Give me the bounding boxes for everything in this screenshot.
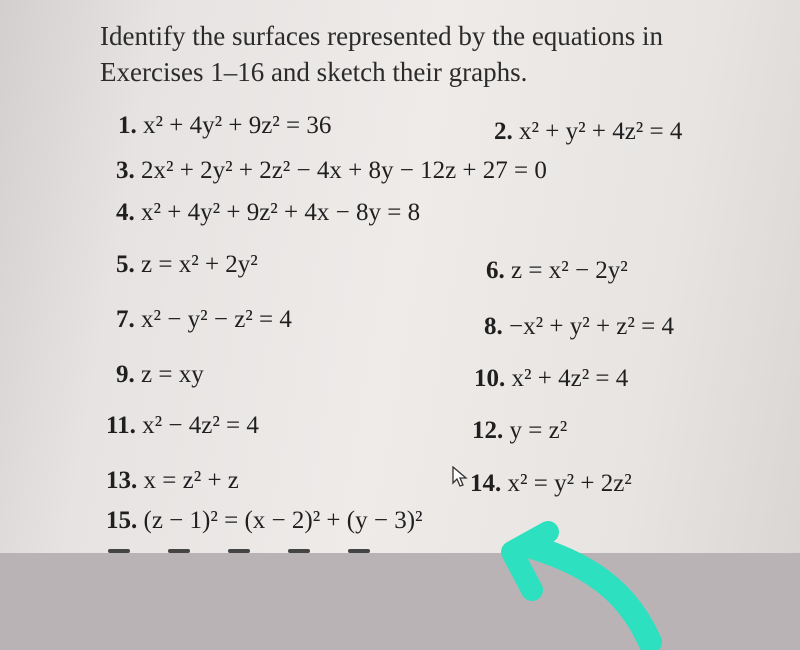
exercise-number: 8. xyxy=(484,313,503,340)
exercise-equation: (z − 1)² = (x − 2)² + (y − 3)² xyxy=(143,507,423,534)
exercise-equation: z = xy xyxy=(141,361,204,388)
exercise-number: 13. xyxy=(106,467,138,494)
exercise-number: 10. xyxy=(474,365,506,392)
heading-line-1: Identify the surfaces represented by the equations in xyxy=(100,21,664,51)
exercise-equation: z = x² + 2y² xyxy=(141,251,258,278)
exercise-equation: x² + 4y² + 9z² = 36 xyxy=(143,112,332,139)
exercise-number: 5. xyxy=(116,251,135,278)
exercise-equation: x² − 4z² = 4 xyxy=(142,412,259,439)
exercise-number: 3. xyxy=(116,157,135,184)
heading-line-2: Exercises 1–16 and sketch their graphs. xyxy=(100,57,528,87)
exercise-number: 12. xyxy=(472,417,504,444)
exercise-equation: x² + 4y² + 9z² + 4x − 8y = 8 xyxy=(141,199,421,226)
exercise-number: 4. xyxy=(116,199,135,226)
exercise-number: 14. xyxy=(470,470,502,497)
exercise-equation: x² + 4z² = 4 xyxy=(511,365,629,392)
exercise-number: 1. xyxy=(118,112,137,139)
exercise-equation: −x² + y² + z² = 4 xyxy=(509,313,674,340)
exercise-number: 7. xyxy=(116,306,135,333)
exercise-equation: x² − y² − z² = 4 xyxy=(141,306,292,333)
exercise-number: 11. xyxy=(106,412,136,439)
exercise-number: 9. xyxy=(116,361,135,388)
exercise-equation: y = z² xyxy=(509,417,568,444)
exercise-number: 6. xyxy=(486,257,505,284)
exercise-equation: z = x² − 2y² xyxy=(511,257,628,284)
exercise-number: 15. xyxy=(106,507,138,534)
exercise-equation: x² + y² + 4z² = 4 xyxy=(519,118,683,145)
exercise-equation: 2x² + 2y² + 2z² − 4x + 8y − 12z + 27 = 0 xyxy=(141,157,547,184)
exercise-number: 2. xyxy=(494,118,513,145)
exercise-equation: x² = y² + 2z² xyxy=(507,470,632,497)
exercise-equation: x = z² + z xyxy=(143,467,239,494)
